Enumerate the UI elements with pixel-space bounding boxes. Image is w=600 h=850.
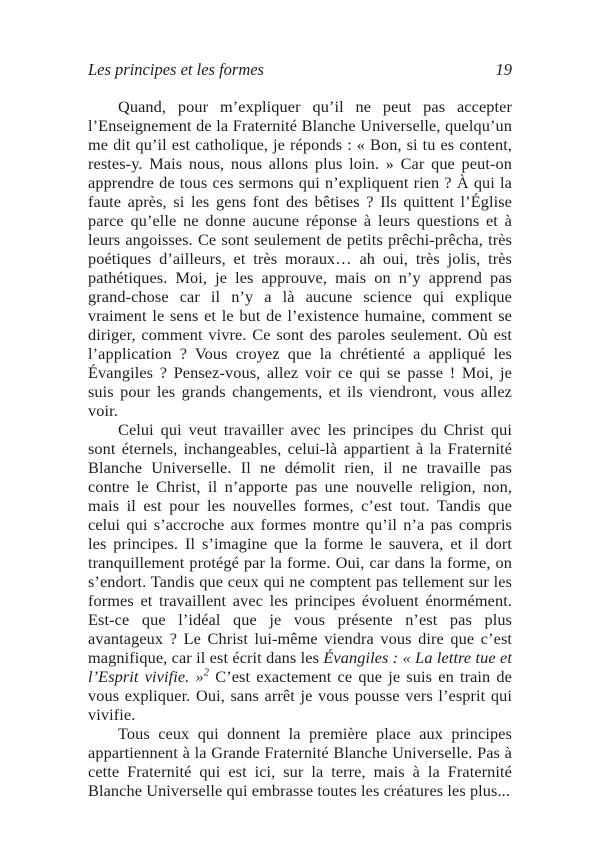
paragraph-2 — [88, 420, 512, 724]
page-number: 19 — [495, 60, 512, 79]
running-title: Les principes et les formes — [88, 60, 264, 79]
paragraph-3: Tous ceux qui donnent la première place aux principes appartiennent à la Grande Fraternité Blanche Universelle. Pas à cette Fraternité qui est ici, sur la terre, mais à la Fraternité Blanche Universelle qui embrasse toutes les créatures les plus... — [88, 724, 512, 800]
page-body — [88, 97, 512, 800]
footnote-marker: 2 — [203, 667, 210, 679]
running-header — [88, 60, 512, 79]
paragraph-2-scripture-quote: Évangiles : « La lettre tue et l’Esprit vivifie. » — [88, 648, 513, 686]
paragraph-2-text: Celui qui veut travailler avec les principes du Christ qui sont éternels, inchangeables, celui-là appartient à la Fraternité Blanche Universelle. Il ne démolit rien, il ne travaille pas contre le Christ, il n’apporte pas une nouvelle religion, non, mais il est pour les nouvelles formes, c’est tout. Tandis que celui qui s’accroche aux formes montre qu’il n’a pas compris les principes. Il s’imagine que la forme le sauvera, et il dort tranquillement protégé par la forme. Oui, car dans la forme, on s’endort. Tandis que ceux qui ne comptent pas tellement sur les formes et travaillent avec les principes évoluent énormément. Est-ce que l’idéal que je vous présente n’est pas plus avantageux ? Le Christ lui-même viendra vous dire que c’est magnifique, car il est écrit dans les — [88, 420, 512, 667]
paragraph-1: Quand, pour m’expliquer qu’il ne peut pas accepter l’Enseignement de la Fraternité Blanche Universelle, quelqu’un me dit qu’il est catholique, je réponds : « Bon, si tu es content, restes-y. Mais nous, nous allons plus loin. » Car que peut-on apprendre de tous ces sermons qui n’expliquent rien ? À qui la faute après, si les gens font des bêtises ? Ils quittent l’Église parce qu’elle ne donne aucune réponse à leurs questions et à leurs angoisses. Ce sont seulement de petits prêchi-prêcha, très poétiques d’ailleurs, et très moraux… ah oui, très jolis, très pathétiques. Moi, je les approuve, mais on n’y apprend pas grand-chose car il n’y a là aucune science qui explique vraiment le sens et le but de l’existence humaine, comment se diriger, comment vivre. Ce sont des paroles seulement. Où est l’application ? Vous croyez que la chrétienté a appliqué les Évangiles ? Pensez-vous, allez voir ce qui se passe ! Moi, je suis pour les grands changements, et ils viendront, vous allez voir. — [88, 97, 512, 420]
paragraph-2-text-after: C’est exactement ce que je suis en train de vous expliquer. Oui, sans arrêt je vous pousse vers l’esprit qui vivifie. — [88, 667, 513, 724]
